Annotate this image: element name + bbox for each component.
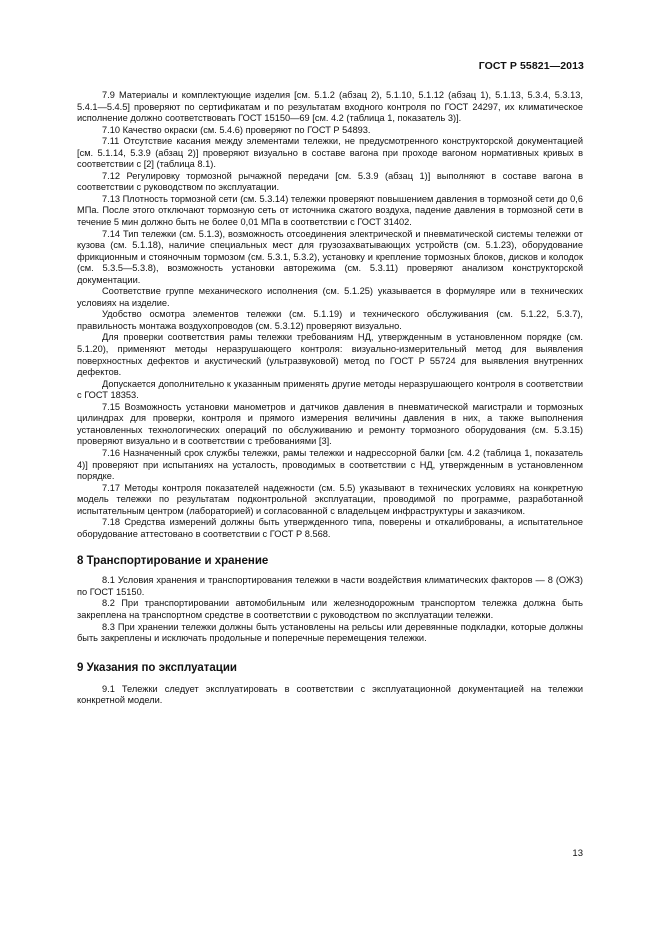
paragraph-9-1: 9.1 Тележки следует эксплуатировать в соответствии с эксплуатационной документацией на тележки конкретной модели.	[77, 683, 583, 706]
paragraph-7-14-inspection: Удобство осмотра элементов тележки (см. 5.1.19) и технического обслуживания (см. 5.1.22, 5.3.7), правильность монтажа воздухопроводов (см. 5.3.12) проверяют визуально.	[77, 309, 583, 331]
paragraph-7-9: 7.9 Материалы и комплектующие изделия [см. 5.1.2 (абзац 2), 5.1.10, 5.1.12 (абзац 1), 5.1.13, 5.3.4, 5.3.13, 5.4.1—5.4.5] проверяют по сертификатам и по результатам входного контроля по ГОСТ 24297, их климатическое исполнение должно соответствовать ГОСТ 15150—69 [см. 4.2 (таблица 1, показатель 3)].	[77, 90, 583, 124]
paragraph-7-14-mech-group: Соответствие группе механического исполнения (см. 5.1.25) указывается в формуляре или в технических условиях на изделие.	[77, 286, 583, 308]
paragraph-7-17: 7.17 Методы контроля показателей надежности (см. 5.5) указывают в технических условиях на конкретную модель тележки по результатам подконтрольной эксплуатации, проводимой по программе, разработанной испытательным центром (лабораторией) и согласованной с владельцем инфраструктуры и заказчиком.	[77, 482, 583, 516]
page-number: 13	[572, 848, 583, 859]
paragraph-7-13: 7.13 Плотность тормозной сети (см. 5.3.14) тележки проверяют повышением давления в тормозной сети до 0,6 МПа. После этого отключают тормозную сеть от источника сжатого воздуха, падение давления в тормозной сети в течение 5 мин должно быть не более 0,01 МПа в соответствии с ГОСТ 31402.	[77, 193, 583, 228]
paragraph-8-3: 8.3 При хранении тележки должны быть установлены на рельсы или деревянные подкладки, которые должны быть закреплены и исключать продольные и поперечные перемещения тележки.	[77, 621, 583, 644]
page-content	[77, 90, 583, 707]
document-code: ГОСТ Р 55821—2013	[478, 60, 584, 72]
paragraph-7-12: 7.12 Регулировку тормозной рычажной передачи [см. 5.3.9 (абзац 1)] выполняют в составе вагона в соответствии с руководством по эксплуатации.	[77, 170, 583, 193]
section-9-heading: 9 Указания по эксплуатации	[77, 661, 237, 674]
paragraph-8-2: 8.2 При транспортировании автомобильным или железнодорожным транспортом тележка должна быть закреплена на транспортном средстве в соответствии с руководством по эксплуатации тележки.	[77, 598, 583, 620]
paragraph-7-14-ndt-extra: Допускается дополнительно к указанным применять другие методы неразрушающего контроля в соответствии с ГОСТ 18353.	[77, 378, 583, 401]
paragraph-7-10: 7.10 Качество окраски (см. 5.4.6) проверяют по ГОСТ Р 54893.	[102, 124, 371, 135]
paragraph-7-14: 7.14 Тип тележки (см. 5.1.3), возможность отсоединения электрической и пневматической системы тележки от кузова (см. 5.1.18), наличие специальных мест для грузозахватывающих устройств (см. 5.1.23), оборудование фрикционным и стояночным тормозом (см. 5.3.1, 5.3.2), установку и крепление тормозных блоков, дисков и колодок (см. 5.3.5—5.3.8), возможность установки авторежима (см. 5.3.11) проверяют анализом конструкторской документации.	[77, 228, 583, 285]
paragraph-7-11: 7.11 Отсутствие касания между элементами тележки, не предусмотренного конструкторской документацией [см. 5.1.14, 5.3.9 (абзац 2)] проверяют визуально в составе вагона при проходе вагоном нормативных кривых в соответствии с [2] (таблица 8.1).	[77, 136, 583, 170]
section-8-heading: 8 Транспортирование и хранение	[77, 555, 269, 568]
paragraph-8-1: 8.1 Условия хранения и транспортирования тележки в части воздействия климатических факторов — 8 (ОЖЗ) по ГОСТ 15150.	[77, 575, 583, 597]
paragraph-7-18: 7.18 Средства измерений должны быть утвержденного типа, поверены и откалиброваны, а испытательное оборудование аттестовано в соответствии с ГОСТ Р 8.568.	[77, 517, 583, 539]
paragraph-7-16: 7.16 Назначенный срок службы тележки, рамы тележки и надрессорной балки [см. 4.2 (таблица 1, показатель 4)] проверяют при испытаниях на усталость, проводимых в соответствии с НД, утвержденным в установленном порядке.	[77, 447, 583, 482]
paragraph-7-14-ndt: Для проверки соответствия рамы тележки требованиям НД, утвержденным в установленном порядке (см. 5.1.20), применяют методы неразрушающего контроля: визуально-измерительный метод для выявления поверхностных дефектов и акустический (ультразвуковой) метод по ГОСТ Р 55724 для выявления внутренних дефектов.	[77, 332, 583, 378]
paragraph-7-15: 7.15 Возможность установки манометров и датчиков давления в пневматической магистрали и тормозных цилиндрах для проверки, контроля и прямого измерения величины давления в них, а также выполнения установленных технологических операций по обслуживанию и ремонту тормозного оборудования (см. 5.3.15) проверяют визуально и в соответствии с требованиями [3].	[77, 401, 583, 447]
